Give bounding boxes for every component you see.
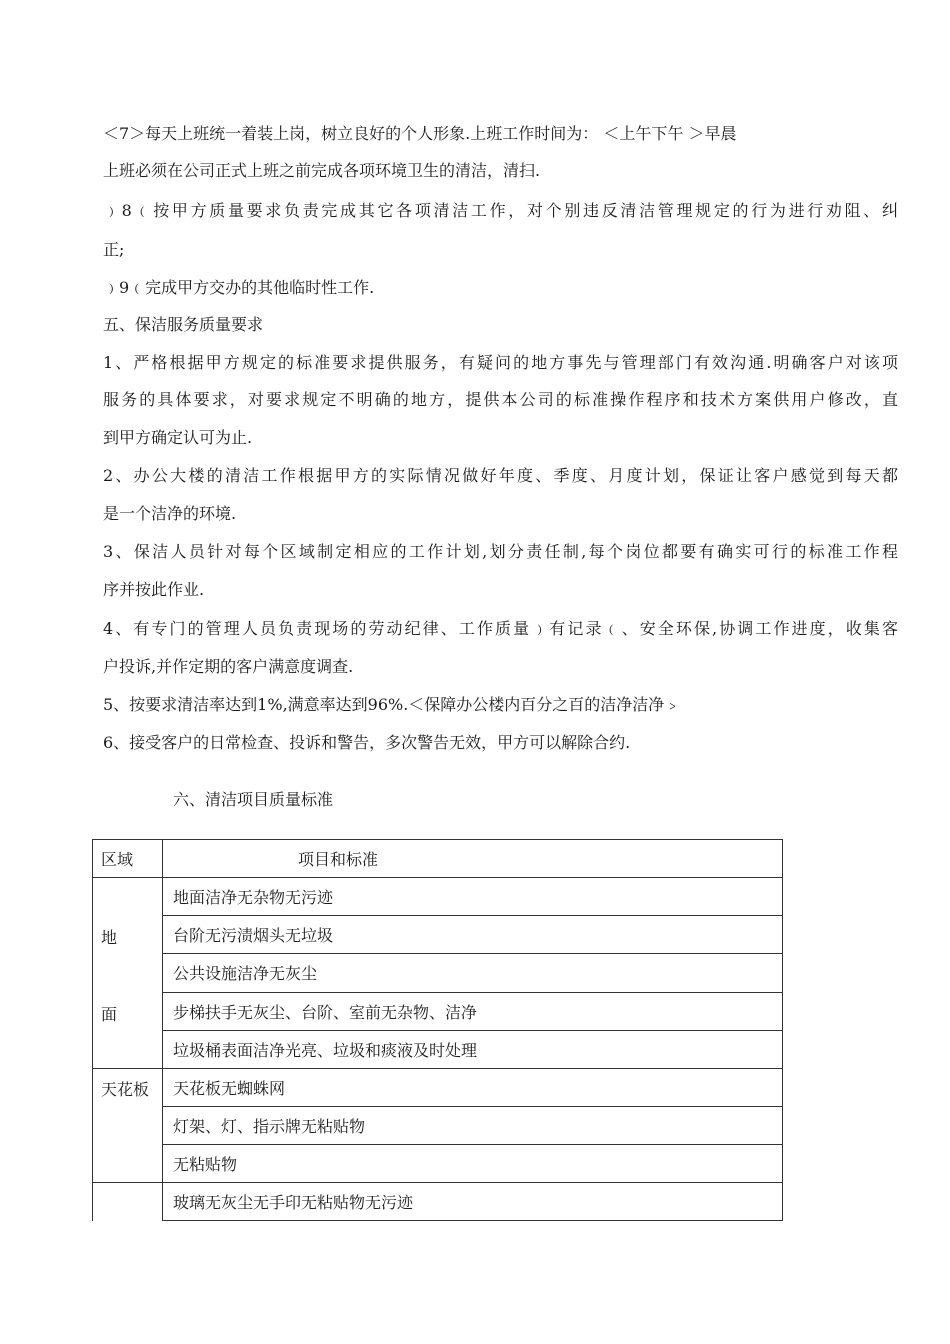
paragraph-line: 是一个洁净的环境.	[103, 504, 237, 523]
paragraph-line: 2、办公大楼的清洁工作根据甲方的实际情况做好年度、季度、月度计划，保证让客户感觉到每天都	[103, 466, 898, 485]
table-header-row	[93, 840, 783, 878]
table-cell: 公共设施洁净无灰尘	[163, 954, 783, 992]
paragraph-line: 3、保洁人员针对每个区域制定相应的工作计划,划分责任制,每个岗位都要有确实可行的标准工作程	[103, 542, 898, 561]
table-cell: 垃圾桶表面洁净光亮、垃圾和痰液及时处理	[163, 1030, 783, 1068]
table-row	[93, 1107, 783, 1145]
header-items: 项目和标准	[163, 840, 783, 878]
paragraph-line: ＜7＞每天上班统一着装上岗，树立良好的个人形象.上班工作时间为： ＜上午下午 ＞早晨	[103, 124, 737, 143]
table-row	[93, 878, 783, 916]
area-ground	[93, 878, 163, 1069]
area-ground-char2: 面	[101, 1005, 118, 1024]
area-next	[93, 1183, 163, 1221]
table-cell: 步梯扶手无灰尘、台阶、室前无杂物、洁净	[163, 992, 783, 1030]
area-ceiling: 天花板	[93, 1069, 163, 1183]
paragraph-line: 上班必须在公司正式上班之前完成各项环境卫生的清洁，清扫.	[103, 161, 541, 180]
quality-standard-table	[92, 839, 783, 1221]
paragraph-line: 6、接受客户的日常检查、投诉和警告，多次警告无效，甲方可以解除合约.	[103, 733, 631, 752]
table-row	[93, 992, 783, 1030]
table-cell: 天花板无蜘蛛网	[163, 1069, 783, 1107]
section-heading: 六、清洁项目质量标准	[173, 790, 334, 809]
table-row	[93, 1030, 783, 1068]
table-row	[93, 1069, 783, 1107]
table-row	[93, 954, 783, 992]
paragraph-line: 到甲方确定认可为止.	[103, 428, 253, 447]
paragraph-line: 1、严格根据甲方规定的标准要求提供服务，有疑问的地方事先与管理部门有效沟通.明确客户对该项	[103, 353, 898, 372]
paragraph-line: 5、按要求清洁率达到1%,满意率达到96%.＜保障办公楼内百分之百的洁净洁净﹥	[103, 695, 681, 714]
table-row	[93, 916, 783, 954]
paragraph-line: 五、保洁服务质量要求	[103, 315, 264, 334]
paragraph-line: ﹚9﹙完成甲方交办的其他临时性工作.	[103, 278, 375, 297]
table-row	[93, 1145, 783, 1183]
table-cell: 台阶无污渍烟头无垃圾	[163, 916, 783, 954]
table-cell: 灯架、灯、指示牌无粘贴物	[163, 1107, 783, 1145]
paragraph-line: 服务的具体要求，对要求规定不明确的地方，提供本公司的标准操作程序和技术方案供用户修改，直	[103, 390, 898, 409]
paragraph-line: 4、有专门的管理人员负责现场的劳动纪律、工作质量﹚有记录﹙、安全环保,协调工作进度，收集客	[103, 619, 898, 638]
header-area: 区域	[93, 840, 163, 878]
table-cell: 无粘贴物	[163, 1145, 783, 1183]
table-cell: 地面洁净无杂物无污迹	[163, 878, 783, 916]
table-row	[93, 1183, 783, 1221]
table-cell: 玻璃无灰尘无手印无粘贴物无污迹	[163, 1183, 783, 1221]
paragraph-line: 序并按此作业.	[103, 580, 205, 599]
area-ground-char1: 地	[101, 928, 118, 947]
paragraph-line: 户投诉,并作定期的客户满意度调查.	[103, 657, 354, 676]
paragraph-line: 正;	[103, 240, 125, 259]
paragraph-line: ﹚8﹙按甲方质量要求负责完成其它各项清洁工作，对个别违反清洁管理规定的行为进行劝阻、纠	[103, 201, 898, 220]
